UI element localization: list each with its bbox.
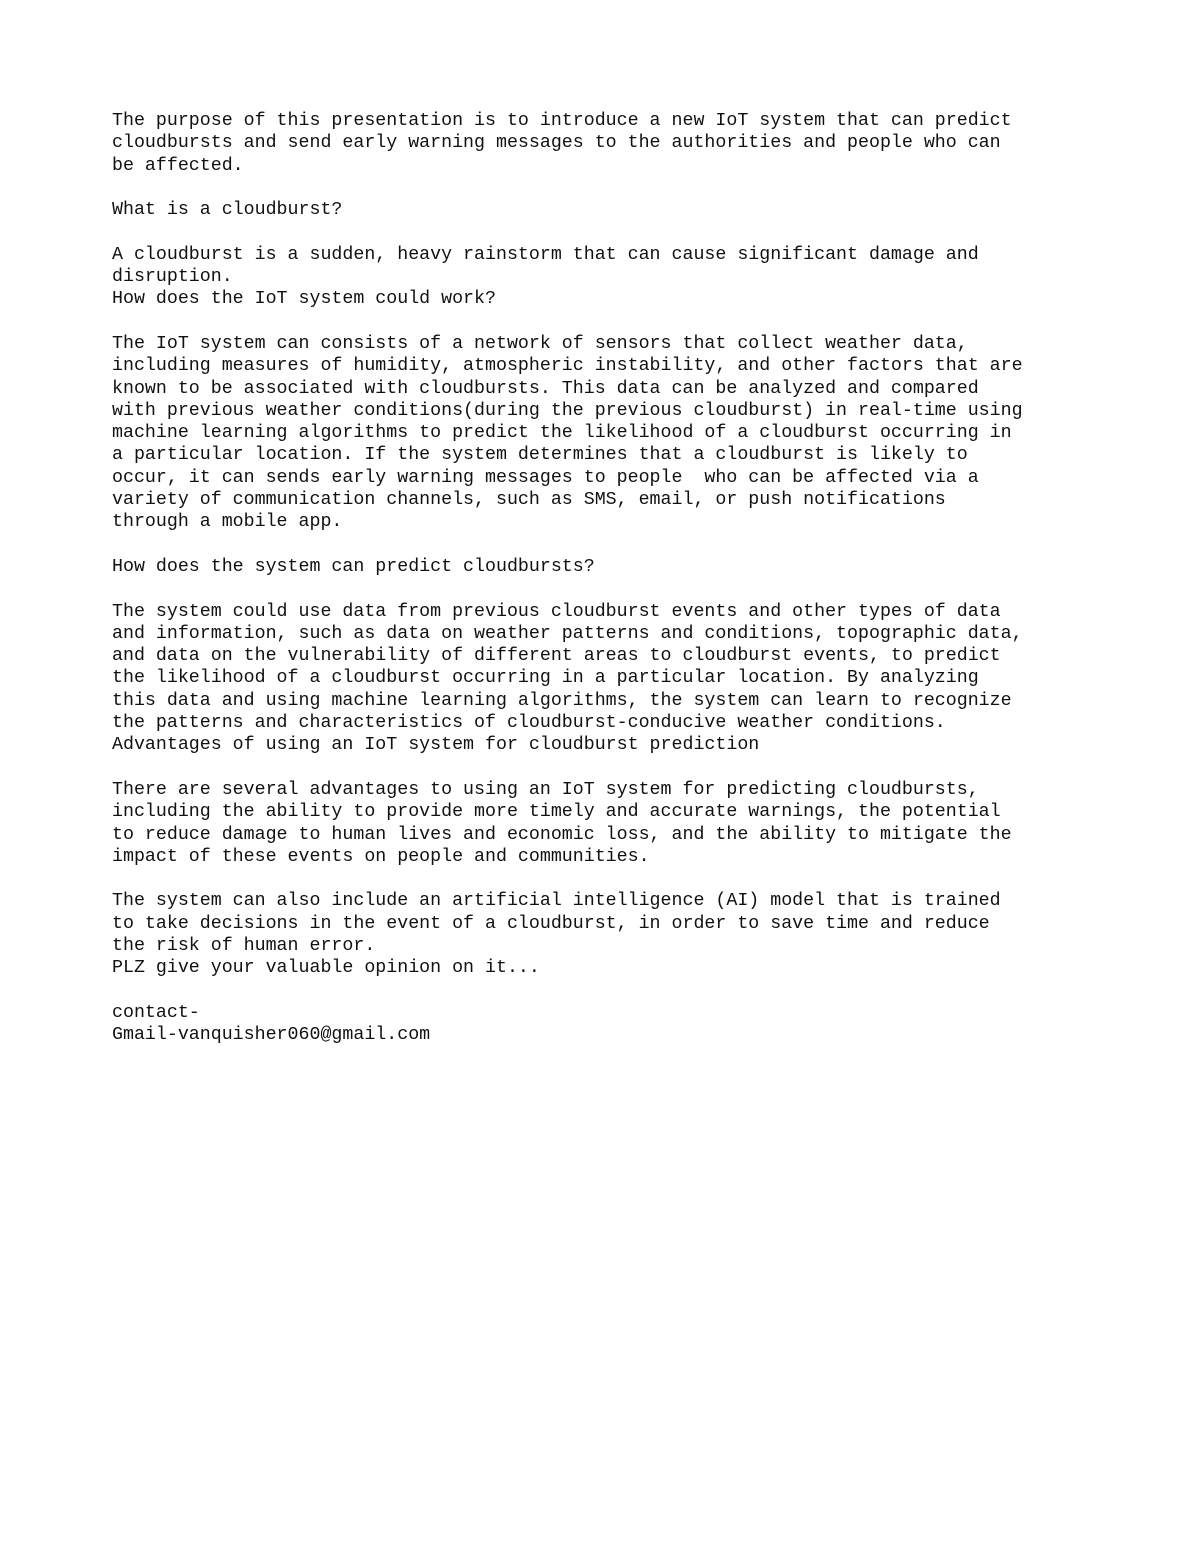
blank-line	[112, 534, 1112, 556]
blank-line	[112, 221, 1112, 243]
text-line: through a mobile app.	[112, 512, 343, 533]
contact-email: Gmail-vanquisher060@gmail.com	[112, 1025, 431, 1046]
text-line: The system could use data from previous cloudburst events and other types of data	[112, 601, 1001, 622]
text-line: the likelihood of a cloudburst occurring in a particular location. By analyzing	[112, 668, 979, 689]
contact-label: contact-	[112, 1002, 200, 1023]
text-line: PLZ give your valuable opinion on it...	[112, 958, 540, 979]
text-line: and information, such as data on weather patterns and conditions, topographic data,	[112, 623, 1023, 644]
text-line: known to be associated with cloudbursts. This data can be analyzed and compared	[112, 378, 979, 399]
section-heading: Advantages of using an IoT system for cloudburst prediction	[112, 735, 760, 756]
text-line: with previous weather conditions(during the previous cloudburst) in real-time using	[112, 400, 1023, 421]
text-line: disruption.	[112, 267, 233, 288]
text-line: be affected.	[112, 155, 244, 176]
text-line: including measures of humidity, atmospheric instability, and other factors that are	[112, 356, 1023, 377]
text-line: the risk of human error.	[112, 935, 376, 956]
text-line: the patterns and characteristics of cloudburst-conducive weather conditions.	[112, 713, 946, 734]
blank-line	[112, 177, 1112, 199]
blank-line	[112, 868, 1112, 890]
text-line: this data and using machine learning algorithms, the system can learn to recognize	[112, 690, 1012, 711]
text-line: The system can also include an artificial intelligence (AI) model that is trained	[112, 891, 1001, 912]
text-line: A cloudburst is a sudden, heavy rainstorm that can cause significant damage and	[112, 244, 979, 265]
document-body	[112, 110, 1112, 1046]
text-line: The IoT system can consists of a network of sensors that collect weather data,	[112, 333, 968, 354]
blank-line	[112, 578, 1112, 600]
blank-line	[112, 757, 1112, 779]
text-line: and data on the vulnerability of different areas to cloudburst events, to predict	[112, 646, 1001, 667]
section-heading: How does the system can predict cloudbursts?	[112, 556, 595, 577]
blank-line	[112, 311, 1112, 333]
text-line: a particular location. If the system determines that a cloudburst is likely to	[112, 445, 968, 466]
text-line: machine learning algorithms to predict the likelihood of a cloudburst occurring in	[112, 423, 1012, 444]
text-line: to reduce damage to human lives and economic loss, and the ability to mitigate the	[112, 824, 1012, 845]
text-line: There are several advantages to using an IoT system for predicting cloudbursts,	[112, 779, 979, 800]
blank-line	[112, 980, 1112, 1002]
section-heading: How does the IoT system could work?	[112, 289, 496, 310]
text-line: occur, it can sends early warning messages to people who can be affected via a	[112, 467, 979, 488]
text-line: including the ability to provide more timely and accurate warnings, the potential	[112, 802, 1001, 823]
text-line: variety of communication channels, such as SMS, email, or push notifications	[112, 490, 946, 511]
text-line: The purpose of this presentation is to introduce a new IoT system that can predict	[112, 111, 1012, 131]
text-line: impact of these events on people and communities.	[112, 846, 650, 867]
text-line: to take decisions in the event of a cloudburst, in order to save time and reduce	[112, 913, 990, 934]
section-heading: What is a cloudburst?	[112, 200, 343, 221]
text-line: cloudbursts and send early warning messages to the authorities and people who can	[112, 133, 1001, 154]
